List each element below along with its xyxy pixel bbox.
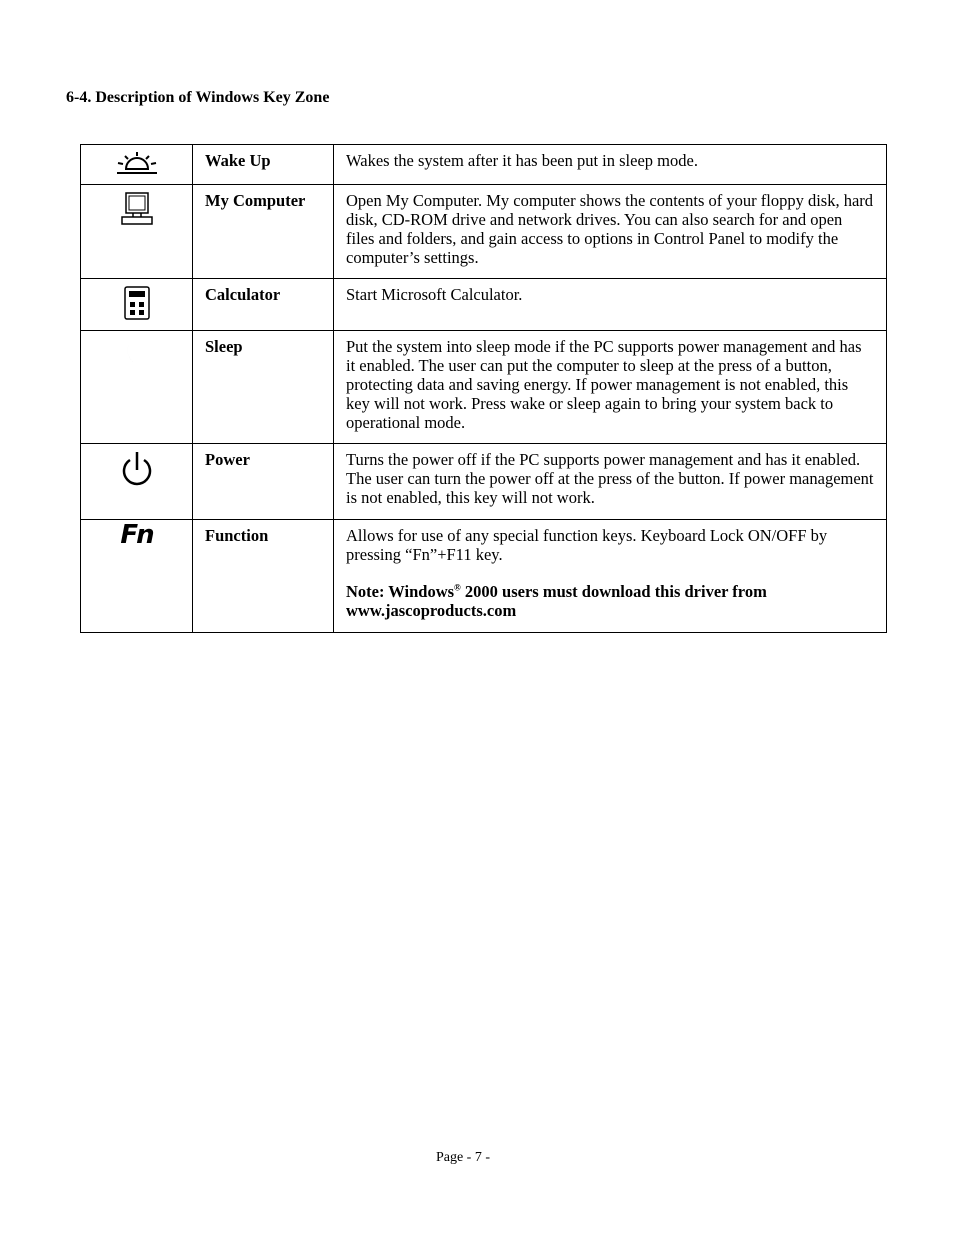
fn-icon: Fn xyxy=(120,520,153,550)
wake-up-sunrise-icon xyxy=(115,151,159,175)
note-text: 2000 users must download this driver from www.jascoproducts.com xyxy=(346,582,767,620)
table-row xyxy=(81,185,887,279)
driver-note xyxy=(346,582,874,620)
key-description: Start Microsoft Calculator. xyxy=(346,285,523,304)
key-name: My Computer xyxy=(193,185,334,279)
registered-mark: ® xyxy=(454,582,461,593)
section-heading: 6-4. Description of Windows Key Zone xyxy=(66,89,330,106)
power-icon xyxy=(120,450,154,488)
table-row xyxy=(81,331,887,444)
computer-icon xyxy=(120,191,154,227)
calculator-icon xyxy=(123,285,151,321)
key-description: Put the system into sleep mode if the PC supports power management and has it enabled. The user can put the computer to sleep at the press of a button, protecting data and saving energy. If power management is not enabled, this key will not work. Press wake or sleep again to bring your system back to operational mode. xyxy=(346,337,862,432)
key-name: Power xyxy=(193,444,334,520)
key-description-table xyxy=(80,144,887,633)
key-name: Wake Up xyxy=(193,145,334,185)
moon-icon xyxy=(119,337,155,371)
key-description: Turns the power off if the PC supports power management and has it enabled. The user can turn the power off at the press of the button. If power management is not enabled, this key will not work. xyxy=(346,450,874,507)
table-row xyxy=(81,444,887,520)
table-row xyxy=(81,145,887,185)
note-prefix: Note: Windows xyxy=(346,582,455,601)
key-description: Wakes the system after it has been put in sleep mode. xyxy=(346,151,698,170)
page-number: Page - 7 - xyxy=(435,1150,491,1165)
key-description: Allows for use of any special function keys. Keyboard Lock ON/OFF by pressing “Fn”+F11 key. xyxy=(346,526,828,564)
key-name: Function xyxy=(193,520,334,633)
key-description: Open My Computer. My computer shows the contents of your floppy disk, hard disk, CD-ROM drive and network drives. You can also search for and open files and folders, and gain access to options in Control Panel to modify the computer’s settings. xyxy=(346,191,874,267)
table-row xyxy=(81,279,887,331)
key-name: Calculator xyxy=(193,279,334,331)
table-row xyxy=(81,520,887,633)
key-name: Sleep xyxy=(193,331,334,444)
